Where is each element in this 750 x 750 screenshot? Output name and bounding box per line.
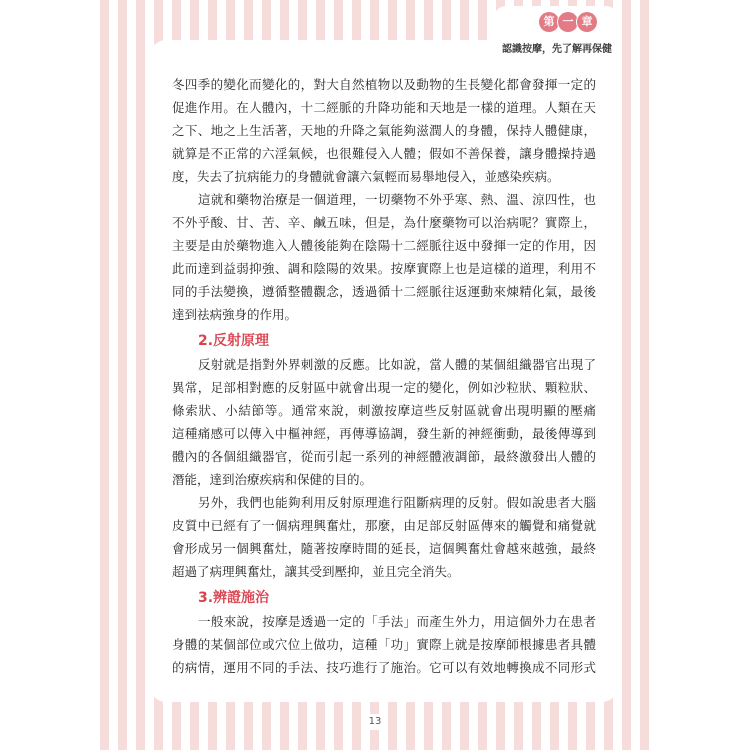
text-line: 反射就是指對外界刺激的反應。比如說，當人體的某個組織器官出現了 bbox=[198, 357, 596, 372]
section-heading: 2.反射原理 bbox=[198, 333, 270, 349]
chapter-badge-char: 一 bbox=[558, 12, 578, 32]
text-line: 度，失去了抗病能力的身體就會讓六氣輕而易舉地侵入，並感染疾病。 bbox=[172, 169, 560, 184]
text-line: 體內的各個組織器官，從而引起一系列的神經體液調節，最終激發出人體的 bbox=[172, 449, 596, 464]
text-line: 達到祛病強身的作用。 bbox=[172, 307, 298, 322]
page-number: 13 bbox=[364, 714, 386, 730]
paragraph bbox=[172, 610, 596, 679]
paragraph bbox=[172, 491, 596, 583]
text-line: 的病情，運用不同的手法、技巧進行了施治。它可以有效地轉換成不同形式 bbox=[172, 660, 596, 675]
text-line: 身體的某個部位或穴位上做功，這種「功」實際上就是按摩師根據患者具體 bbox=[172, 637, 596, 652]
text-line: 潛能，達到治療疾病和保健的目的。 bbox=[172, 472, 373, 487]
text-line: 此而達到益弱抑強、調和陰陽的效果。按摩實際上也是這樣的道理，利用不 bbox=[172, 261, 596, 276]
text-line: 會形成另一個興奮灶，隨著按摩時間的延長，這個興奮灶會越來越強，最終 bbox=[172, 541, 596, 556]
text-line: 另外，我們也能夠利用反射原理進行阻斷病理的反射。假如說患者大腦 bbox=[198, 495, 596, 510]
body-column bbox=[172, 73, 596, 679]
text-line: 之下、地之上生活著，天地的升降之氣能夠滋潤人的身體，保持人體健康， bbox=[172, 123, 596, 138]
text-line: 主要是由於藥物進入人體後能夠在陰陽十二經脈往返中發揮一定的作用，因 bbox=[172, 238, 596, 253]
chapter-badge-char: 章 bbox=[577, 12, 597, 32]
text-line: 這種痛感可以傳入中樞神經，再傳導協調，發生新的神經衝動，最後傳導到 bbox=[172, 426, 596, 441]
text-line: 一般來說，按摩是透過一定的「手法」而產生外力，用這個外力在患者 bbox=[198, 614, 596, 629]
chapter-badge bbox=[539, 12, 596, 32]
text-line: 皮質中已經有了一個病理興奮灶，那麼，由足部反射區傳來的觸覺和痛覺就 bbox=[172, 518, 596, 533]
text-line: 就算是不正常的六淫氣候，也很難侵入人體；假如不善保養，讓身體操持過 bbox=[172, 146, 596, 161]
text-line: 同的手法變換，遵循整體觀念，透過循十二經脈往返運動來煉精化氣，最後 bbox=[172, 284, 596, 299]
text-line: 異常，足部相對應的反射區中就會出現一定的變化，例如沙粒狀、顆粒狀、 bbox=[172, 380, 596, 395]
text-line: 條索狀、小結節等。通常來說，刺激按摩這些反射區就會出現明顯的壓痛 bbox=[172, 403, 596, 418]
chapter-title: 認識按摩，先了解再保健 bbox=[502, 44, 612, 55]
text-line: 不外乎酸、甘、苦、辛、鹹五味，但是，為什麼藥物可以治病呢？實際上， bbox=[172, 215, 596, 230]
chapter-badge-char: 第 bbox=[539, 12, 559, 32]
paragraph bbox=[172, 73, 596, 188]
text-line: 促進作用。在人體內，十二經脈的升降功能和天地是一樣的道理。人類在天 bbox=[172, 100, 596, 115]
text-line: 冬四季的變化而變化的，對大自然植物以及動物的生長變化都會發揮一定的 bbox=[172, 77, 596, 92]
section-heading: 3.辨證施治 bbox=[198, 590, 270, 606]
text-line: 這就和藥物治療是一個道理，一切藥物不外乎寒、熱、溫、涼四性，也 bbox=[198, 192, 596, 207]
text-line: 超過了病理興奮灶，讓其受到壓抑，並且完全消失。 bbox=[172, 564, 460, 579]
paragraph bbox=[172, 188, 596, 326]
paragraph bbox=[172, 353, 596, 491]
